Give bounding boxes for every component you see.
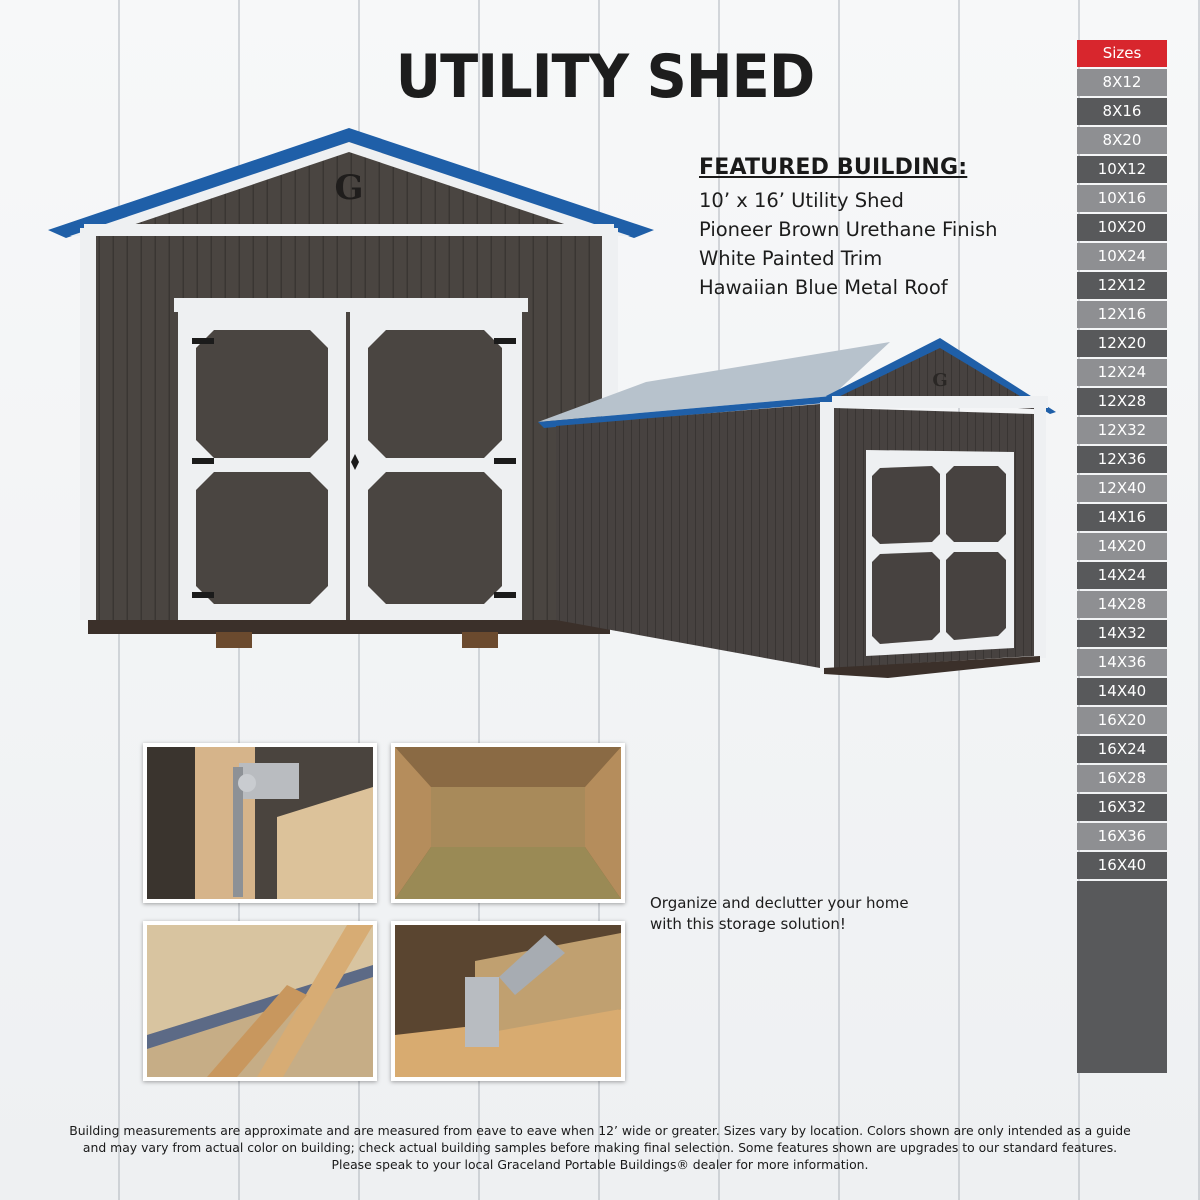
size-option: 8X12 [1077, 69, 1167, 96]
size-option: 10X16 [1077, 185, 1167, 212]
disclaimer-line-1: Building measurements are approximate and are measured from eave to eave when 12’ wide or greater. Sizes vary by location. Colors shown are only intended as a guide [69, 1123, 1131, 1138]
size-option: 14X24 [1077, 562, 1167, 589]
size-option: 16X24 [1077, 736, 1167, 763]
size-option: 12X28 [1077, 388, 1167, 415]
size-option: 14X36 [1077, 649, 1167, 676]
shed-perspective-view-image [536, 338, 1061, 683]
shed-small-logo-letter: G [932, 370, 948, 391]
disclaimer [20, 1122, 1180, 1173]
size-option: 14X32 [1077, 620, 1167, 647]
page-title: UTILITY SHED [395, 42, 815, 112]
metal-connector-photo-icon [395, 925, 621, 1077]
tagline-line-2: with this storage solution! [650, 915, 846, 933]
size-option: 12X20 [1077, 330, 1167, 357]
shed-interior-photo-icon [395, 747, 621, 899]
size-option: 16X36 [1077, 823, 1167, 850]
sizes-filler-block [1077, 881, 1167, 1073]
metal-bracket-photo [391, 921, 625, 1081]
tagline [650, 893, 909, 935]
featured-trim: White Painted Trim [699, 247, 883, 270]
size-option: 16X28 [1077, 765, 1167, 792]
disclaimer-line-2: and may vary from actual color on building; check actual building samples before making final selection. Some features shown are upgrades to our standard features. [82, 1140, 1118, 1155]
size-option: 10X24 [1077, 243, 1167, 270]
size-option: 8X16 [1077, 98, 1167, 125]
roof-rafter-photo-icon [147, 925, 373, 1077]
rafter-joint-photo [143, 921, 377, 1081]
featured-roof: Hawaiian Blue Metal Roof [699, 276, 948, 299]
disclaimer-line-3: Please speak to your local Graceland Portable Buildings® dealer for more information. [331, 1157, 869, 1172]
featured-finish: Pioneer Brown Urethane Finish [699, 218, 998, 241]
size-option: 12X12 [1077, 272, 1167, 299]
featured-size: 10’ x 16’ Utility Shed [699, 189, 904, 212]
size-option: 12X36 [1077, 446, 1167, 473]
size-option: 16X32 [1077, 794, 1167, 821]
size-option: 12X40 [1077, 475, 1167, 502]
size-option: 10X20 [1077, 214, 1167, 241]
size-option: 14X28 [1077, 591, 1167, 618]
latch-hardware-photo [143, 743, 377, 903]
featured-heading: FEATURED BUILDING: [699, 155, 968, 180]
size-option: 12X16 [1077, 301, 1167, 328]
size-option: 12X24 [1077, 359, 1167, 386]
tagline-line-1: Organize and declutter your home [650, 894, 909, 912]
interior-floor-photo [391, 743, 625, 903]
sizes-header: Sizes [1077, 40, 1167, 67]
size-option: 16X40 [1077, 852, 1167, 879]
featured-building-block [699, 155, 998, 302]
size-option: 16X20 [1077, 707, 1167, 734]
size-option: 12X32 [1077, 417, 1167, 444]
size-option: 14X40 [1077, 678, 1167, 705]
door-latch-photo-icon [147, 747, 373, 899]
sizes-list [1077, 40, 1167, 1073]
shed-logo-letter: G [334, 168, 364, 208]
size-option: 14X20 [1077, 533, 1167, 560]
size-option: 10X12 [1077, 156, 1167, 183]
size-option: 8X20 [1077, 127, 1167, 154]
size-option: 14X16 [1077, 504, 1167, 531]
